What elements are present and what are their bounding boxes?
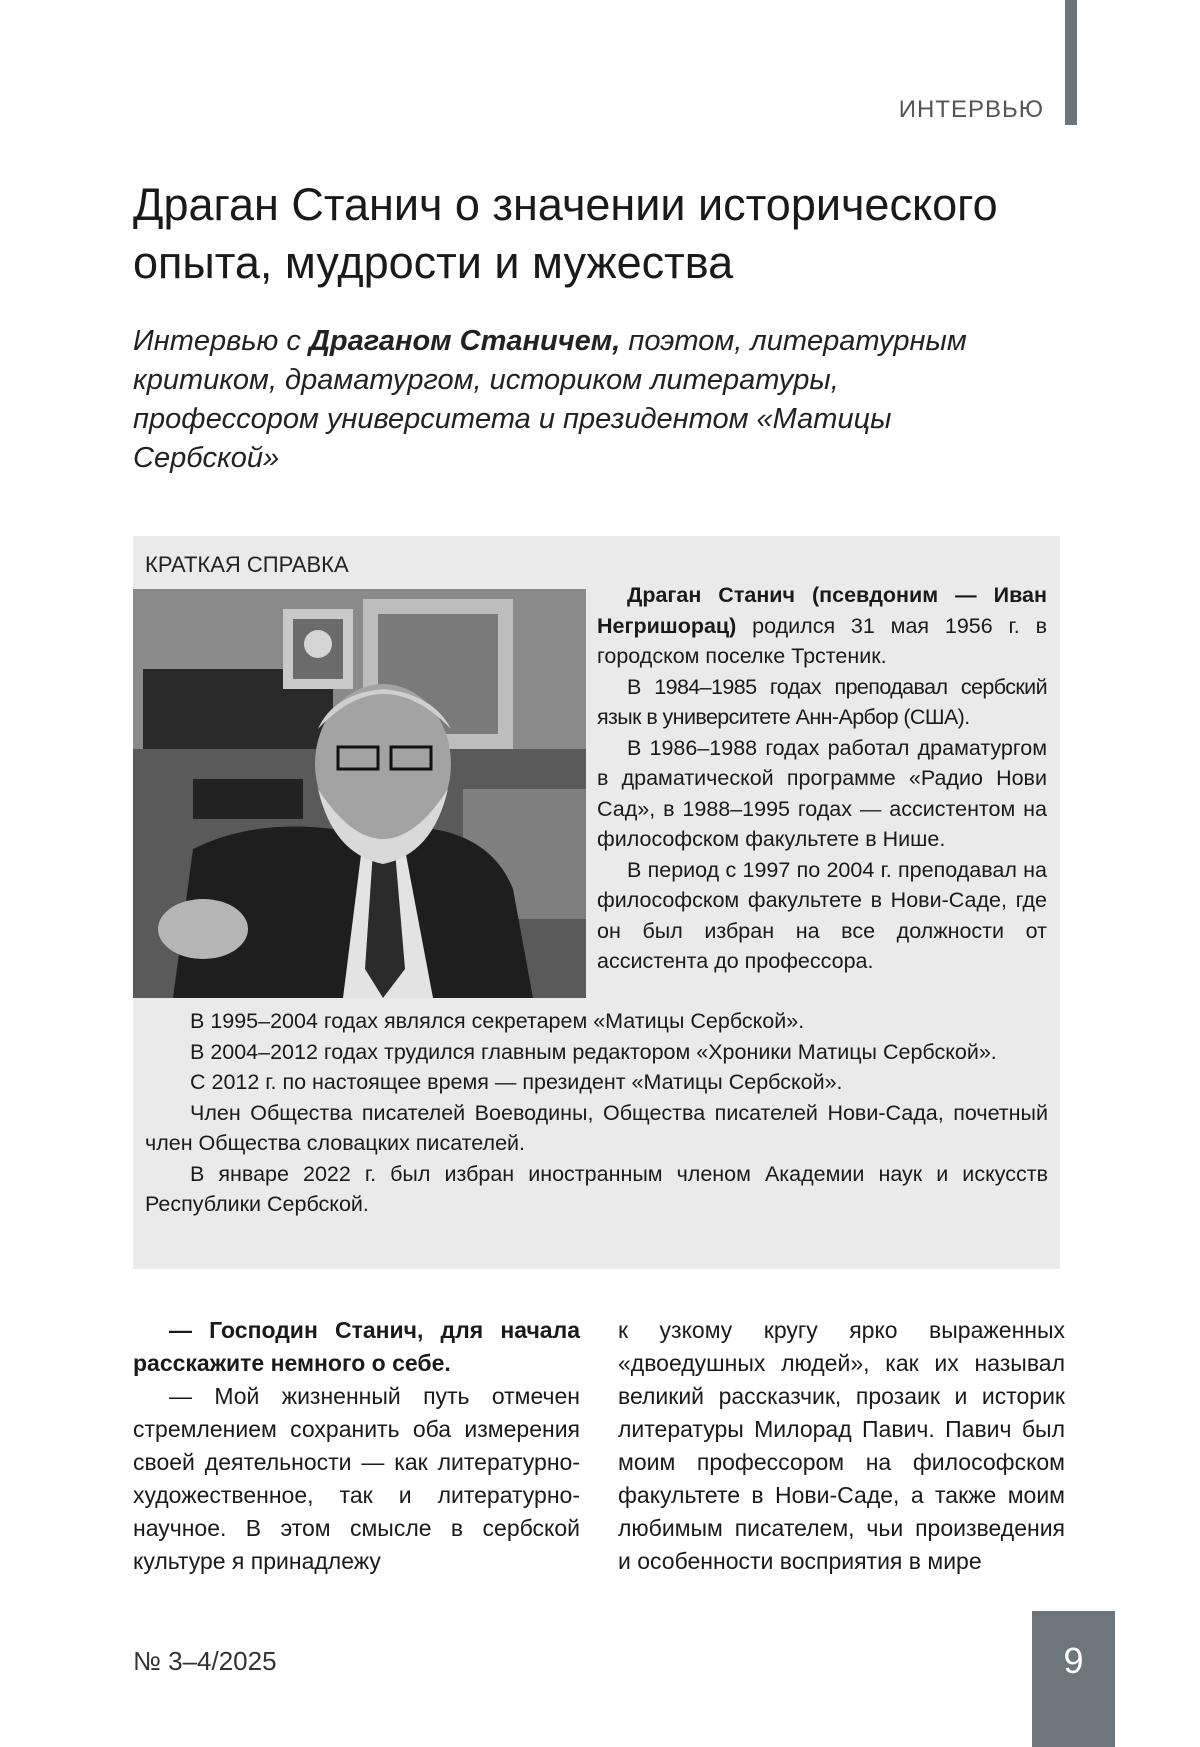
- info-box-title: КРАТКАЯ СПРАВКА: [145, 552, 349, 577]
- subtitle-rest: поэтом, литературным критиком, драматургом, историком литературы, профессором университета и президентом «Матицы Сербской»: [133, 325, 967, 474]
- body-column-left: [133, 1314, 580, 1578]
- bio-paragraph: В январе 2022 г. был избран иностранным членом Академии наук и искусств Республики Сербской.: [145, 1161, 1048, 1216]
- bio-paragraph: В 1995–2004 годах являлся секретарем «Матицы Сербской».: [190, 1009, 805, 1033]
- section-label: ИНТЕРВЬЮ: [898, 96, 1044, 123]
- bio-paragraph: [597, 580, 1047, 672]
- portrait-illustration: [133, 589, 586, 998]
- bio-paragraph: В 1984–1985 годах преподавал сербский язык в университете Анн-Арбор (США).: [597, 674, 1047, 729]
- question-text: — Господин Станич, для начала расскажите немного о себе.: [133, 1317, 580, 1376]
- subtitle-prefix: Интервью с: [133, 325, 309, 357]
- interview-answer: — Мой жизненный путь отмечен стремлением сохранить оба измерения своей деятельности — как литературно-художественное, так и литературно-научное. В этом смысле в сербской культуре я принадлежу: [133, 1383, 580, 1574]
- bio-paragraph: С 2012 г. по настоящее время — президент «Матицы Сербской».: [190, 1070, 843, 1094]
- article-subtitle: [133, 322, 1013, 478]
- subtitle-name: Драганом Станичем,: [308, 325, 621, 357]
- header-accent-bar: [1065, 0, 1077, 125]
- article-title: Драган Станич о значении исторического опыта, мудрости и мужества: [133, 179, 998, 288]
- portrait-photo-icon: [133, 589, 586, 998]
- info-box: [133, 536, 1060, 1269]
- bio-paragraph: В 1986–1988 годах работал драматургом в драматической программе «Радио Нови Сад», в 1988–1995 годах — ассистентом на философском факультете в Нише.: [597, 735, 1047, 851]
- bio-text-wide: [145, 1006, 1048, 1220]
- issue-number: № 3–4/2025: [133, 1646, 277, 1676]
- interview-answer-continued: к узкому кругу ярко выраженных «двоедушных людей», как их называл великий рассказчик, прозаик и историк литературы Милорад Павич. Павич был моим профессором на философском факультете в Нови-Саде, а также моим любимым писателем, чьи произведения и особенности восприятия в мире: [618, 1317, 1065, 1574]
- bio-paragraph: Член Общества писателей Воеводины, Общества писателей Нови-Сада, почетный член Общества словацких писателей.: [145, 1100, 1048, 1155]
- bio-birth: родился 31 мая 1956 г. в городском поселке Трстеник.: [597, 613, 1047, 668]
- interview-question: [133, 1314, 580, 1380]
- bio-name: Драган Станич (псевдоним — Иван Негришорац): [597, 583, 1047, 638]
- bio-text: [597, 580, 1047, 977]
- body-column-right: [618, 1314, 1065, 1578]
- page-number: 9: [1032, 1611, 1115, 1747]
- bio-paragraph: В 2004–2012 годах трудился главным редактором «Хроники Матицы Сербской».: [190, 1039, 997, 1064]
- bio-paragraph: В период с 1997 по 2004 г. преподавал на философском факультете в Нови-Саде, где он был избран на все должности от ассистента до профессора.: [597, 857, 1047, 973]
